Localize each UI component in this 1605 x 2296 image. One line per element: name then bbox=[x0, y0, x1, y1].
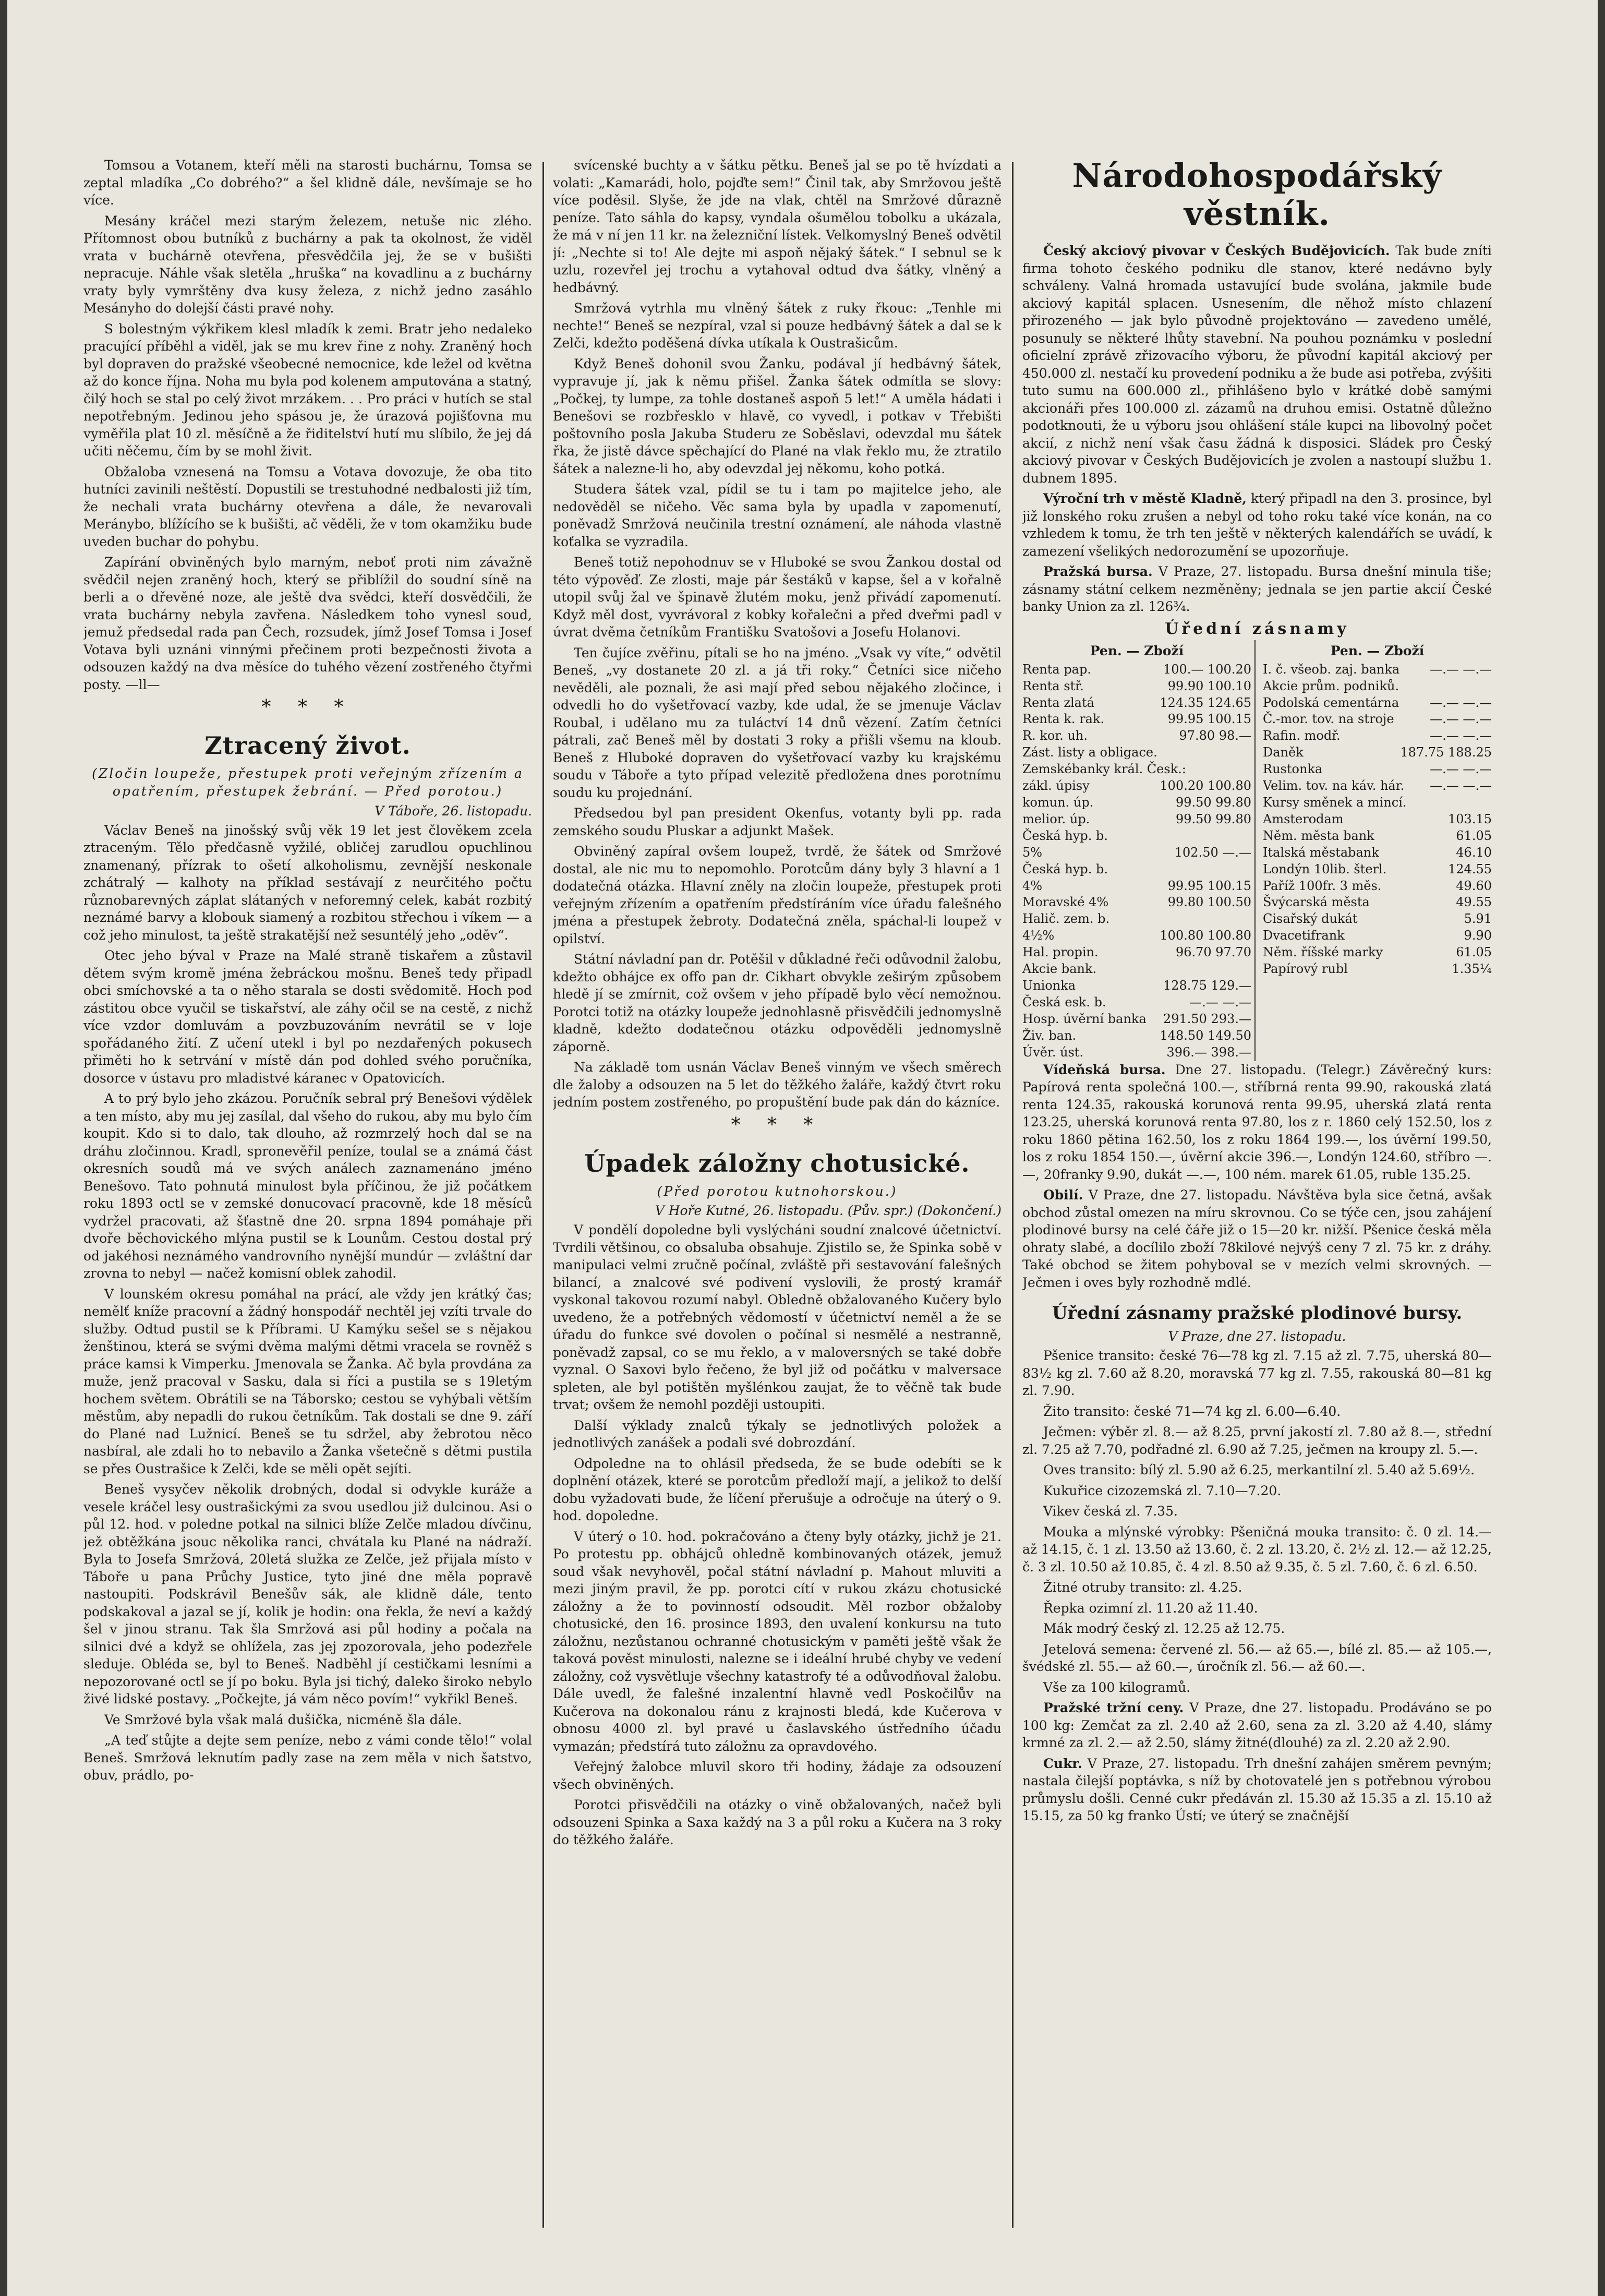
rate-value: 291.50 293.— bbox=[1163, 1011, 1251, 1026]
rate-name: Italská městabank bbox=[1263, 845, 1379, 860]
rate-row bbox=[1263, 761, 1492, 778]
rate-row bbox=[1022, 861, 1251, 878]
rate-value: 1.35¼ bbox=[1452, 961, 1492, 977]
paragraph bbox=[1022, 1061, 1492, 1184]
article-subhead: (Před porotou kutnohorskou.) bbox=[657, 1183, 898, 1199]
rate-row bbox=[1022, 1028, 1251, 1044]
section-separator-stars: * * * bbox=[731, 1114, 824, 1136]
rate-name: Česká hyp. b. bbox=[1022, 861, 1108, 876]
paragraph: A to prý bylo jeho zkázou. Poručník sebral prý Benešovi výdělek a ten místo, aby mu jej zasílal, dal všeho do rukou, aby mu bylo čím koupit. Kdo si to dalo, tak dlouho, až rozmrzelý hoch dal se na dráhu zločinnou. Kradl, spronevěřil peníze, toulal se a známá část okresních soudů má ve svých análech zaznamenáno jméno Benešovo. Tato pohnutá minulost byla příčinou, že již počátkem roku 1893 octl se v zemské donucovací pracovně, kde 18 měsíců vydržel pracovati, až šťastně dne 20. srpna 1894 pomáhaje při dvoře běchovického mlýna pustil se k Lounům. Cestou dostal prý od jakéhosi neznámého vandrovního nynější mundúr — zvláštní dar zrovna to nebyl — načež komisní oblek zahodil. bbox=[83, 1091, 532, 1281]
paragraph: Mák modrý český zl. 12.25 až 12.75. bbox=[1043, 1621, 1285, 1636]
paragraph-lead: Výroční trh v městě Kladně, bbox=[1043, 491, 1247, 506]
rate-value: 103.15 bbox=[1448, 811, 1492, 826]
rate-name: Akcie prům. podniků. bbox=[1263, 678, 1399, 693]
paragraph: Veřejný žalobce mluvil skoro tři hodiny, žádaje za odsouzení všech obviněných. bbox=[553, 1759, 1001, 1792]
column-divider bbox=[1012, 162, 1013, 2228]
rate-row bbox=[1263, 811, 1492, 828]
rate-row bbox=[1022, 728, 1251, 744]
rate-row bbox=[1022, 894, 1251, 911]
subsection-title: Úřední zásnamy pražské plodinové bursy. bbox=[1052, 1303, 1463, 1324]
page-edge-left bbox=[0, 0, 7, 2296]
paragraph-text: Dne 27. listopadu. (Telegr.) Závěrečný kurs: Papírová renta společná 100.—, stříbrná renta 99.90, rakouská zlatá renta 124.35, rakouská korunová renta 99.95, uherská zlatá renta 123.25, uherská korunová renta 97.80, los z r. 1860 celý 152.50, los z roku 1860 pětina 162.50, los z roku 1864 199.—, los úvěrní 199.50, los z roku 1854 150.—, úvěrní akcie 396.—, Londýn 124.60, stříbro —.—, 20franky 9.90, dukát —.—, 100 ném. marek 61.05, ruble 135.25. bbox=[1022, 1062, 1492, 1182]
paragraph: Beneš totiž nepohodnuv se v Hluboké se svou Žankou dostal od této výpověď. Ze zlosti, maje pár šestáků v kapse, šel a v kořalně utopil svůj žal ve špinavě žlutém moku, jenž přivádí zapomenutí. Když měl dost, vyvrávoral z kobky kořalečni a před dveřmi padl v úvrat dvěma četníkům Františku Svatošovi a Josefu Holanovi. bbox=[553, 555, 1001, 640]
paragraph bbox=[1022, 1699, 1492, 1752]
paragraph-lead: Vídeňská bursa. bbox=[1043, 1062, 1166, 1077]
rate-name: Živ. ban. bbox=[1022, 1028, 1077, 1043]
rate-row bbox=[1022, 744, 1251, 761]
rate-row bbox=[1263, 911, 1492, 928]
article-headline: Úpadek záložny chotusické. bbox=[584, 1149, 970, 1177]
rate-row bbox=[1022, 944, 1251, 961]
rate-value: 99.90 100.10 bbox=[1167, 678, 1251, 693]
rate-name: Kursy směnek a mincí. bbox=[1263, 795, 1407, 810]
rate-row bbox=[1022, 1044, 1251, 1061]
newspaper-page bbox=[83, 157, 1534, 2238]
rate-row bbox=[1022, 695, 1251, 712]
rate-value: 49.60 bbox=[1456, 878, 1492, 893]
rate-row bbox=[1022, 928, 1251, 944]
rate-name: 4% bbox=[1022, 878, 1043, 893]
rate-value: 100.— 100.20 bbox=[1163, 662, 1251, 677]
paragraph: V lounském okresu pomáhal na prácí, ale vždy jen krátký čas; nemělť kníže pracovní a žádný honspodář nechtěl jej vzíti trvale do služby. Odtud pustil se k Příbrami. U Kamýku sešel se s nějakou ženštinou, která se svými dvěma malými dětmi vracela se rovněž s práce kamsi k Vimperku. Jmenovala se Žanka. Ač byla provdána za muže, jenž pracoval v Sasku, dala si říci a pustila se s 19letým hochem světem. Obrátili se na Táborsko; cestou se vyhýbali větším městům, aby nepadli do rukou četníkům. Tak dostali se dne 9. září do Plané nad Lužnicí. Beneš se tu sdržel, aby žebrotou něco nasbíral, ale zdali ho to nebavilo a Žanka všetečně s dětmi pustila se přes Oustrašice k Zelči, kde se měli opět sejíti. bbox=[83, 1286, 532, 1476]
subsection-dateline: V Praze, dne 27. listopadu. bbox=[1168, 1329, 1346, 1344]
article-dateline: V Hoře Kutné, 26. listopadu. (Pův. spr.) (Dokončení.) bbox=[655, 1203, 1001, 1219]
page-edge-right bbox=[1598, 0, 1605, 2296]
rate-row bbox=[1022, 845, 1251, 861]
rate-value: 124.35 124.65 bbox=[1160, 695, 1251, 710]
paragraph-text: který připadl na den 3. prosince, byl již lonského roku zrušen a nebyl od toho roku také více konán, na co vzhledem k tomu, že trh ten ještě v některých kalendářích se uvádí, k zamezení všelikých nedorozumění se upozorňuje. bbox=[1022, 491, 1492, 559]
paragraph: Žito transito: české 71—74 kg zl. 6.00—6.40. bbox=[1043, 1403, 1341, 1419]
rate-row bbox=[1022, 711, 1251, 728]
paragraph-lead: Cukr. bbox=[1043, 1756, 1082, 1771]
rate-name: Unionka bbox=[1022, 978, 1076, 993]
rate-value: 124.55 bbox=[1448, 861, 1492, 876]
rate-row bbox=[1263, 711, 1492, 728]
paragraph: Kukuřice cizozemská zl. 7.10—7.20. bbox=[1043, 1483, 1282, 1498]
rate-name: Renta stř. bbox=[1022, 678, 1084, 693]
paragraph: Ve Smržové byla však malá dušička, nicméně šla dále. bbox=[104, 1712, 462, 1727]
paragraph: Vikev česká zl. 7.35. bbox=[1043, 1504, 1178, 1519]
rate-row bbox=[1263, 795, 1492, 811]
rate-row bbox=[1263, 894, 1492, 911]
rate-name: Dvacetifrank bbox=[1263, 928, 1345, 943]
paragraph: Vše za 100 kilogramů. bbox=[1043, 1679, 1191, 1695]
rate-value: 97.80 98.— bbox=[1179, 728, 1251, 743]
rate-name: R. kor. uh. bbox=[1022, 728, 1088, 743]
paragraph: V pondělí dopoledne byli vyslýcháni soudní znalcové účetnictví. Tvrdili většinou, co obsaluba obsahuje. Zjistilo se, že Spinka sobě v manipulaci velmi zručně počínal, zvláště při sestavování falešných bilancí, a znalcové své podivení vyslovili, že prostý kramář vyskonal takovou rozumí nabyl. Obledně obžalovaného Kučery bylo uvedeno, že a potřebných vědomostí v účetnictví neměl a že se úřadu do funkce své dovolen o počínal si nesmělé a nestranně, poněvadž zapsal, co se mu řeklo, a v maloversných se také dobře vyznal. O Saxovi bylo řečeno, že byl již od počátku v malversace spleten, ale byl potištěn myšlénkou zaujat, že to věčně tak bude trvat; ovšem že nemohl později ustoupiti. bbox=[553, 1222, 1001, 1413]
rate-row bbox=[1263, 778, 1492, 795]
rate-row bbox=[1022, 778, 1251, 795]
rate-value: 100.80 100.80 bbox=[1160, 928, 1251, 943]
rates-heading: Úřední zásnamy bbox=[1165, 619, 1349, 638]
rate-name: I. č. všeob. zaj. banka bbox=[1263, 662, 1400, 677]
rate-value: 99.95 100.15 bbox=[1167, 878, 1251, 893]
rate-name: 4½% bbox=[1022, 928, 1055, 943]
rate-name: Zást. listy a obligace. bbox=[1022, 745, 1157, 760]
rate-name: Č.-mor. tov. na stroje bbox=[1263, 712, 1394, 727]
rate-name: Podolská cementárna bbox=[1263, 695, 1399, 710]
rate-value: 396.— 398.— bbox=[1166, 1044, 1251, 1060]
rate-name: Česká hyp. b. bbox=[1022, 828, 1108, 843]
rate-value: 187.75 188.25 bbox=[1400, 745, 1492, 760]
paragraph bbox=[1022, 563, 1492, 616]
article-subhead: (Zločin loupeže, přestupek proti veřejným zřízením a opatřením, přestupek žebrání. — Před porotou.) bbox=[92, 766, 524, 799]
paragraph: Otec jeho býval v Praze na Malé straně tiskařem a zůstavil dětem svým kromě jména žebráckou mošnu. Beneš tedy připadl obci smíchovské a ta o něho starala se dosti svědomitě. Hoch pod zástitou obce vyučil se tiskařství, ale záhy očil se na cestě, z nichž více vzdor domluvám a povzbuzováním nevrátil se v loje spořádaného žití. Z učení utekl i byl po nezdařených pokusech přiměti ho k setrvání v místě dán pod dohled svého poručníka, dosorce v ústavu pro mladistvé káranec v Opatovicích. bbox=[83, 948, 532, 1086]
rate-row bbox=[1022, 828, 1251, 845]
rate-row bbox=[1263, 728, 1492, 744]
paragraph: V úterý o 10. hod. pokračováno a čteny byly otázky, jichž je 21. Po protestu pp. obhájců ohledně kombinovaných otázek, jemuž soud však nevyhověl, počal státní návladní p. Mahout mluviti a mezi jiným pravil, že pp. porotci cítí v rukou zkázu chotusické záložny a že to povinností odsoudit. Měl rozbor obžaloby chotusické, den 16. prosince 1893, den uvalení konkursu na tuto záložnu, nezůstanou ochranné chotusickým v paměti ještě však že taková pověst minulosti, nalezne se i ideální hrubé chyby ve vedení záložny, což vysvětluje všechny katastrofy té a odůvodňoval žalobu. Dále uvedl, že falešné inzalentní hlavně vedl Poskočilův na Kučerova na dokonalou ránu z krajnosti bledá, kde Kučerova v obnosu 4000 zl. byl pravé u časlavského ústředního účadu vymazán; předstírá tuto záložnu za opravdového. bbox=[553, 1529, 1001, 1754]
rate-row bbox=[1263, 928, 1492, 944]
rate-name: 5% bbox=[1022, 845, 1043, 860]
rate-name: Něm. říšské marky bbox=[1263, 945, 1383, 960]
paragraph: „A teď stůjte a dejte sem peníze, nebo z vámi conde tělo!“ volal Beneš. Smržová leknutím padly zase na zem měla v nich šatstvo, obuv, prádlo, po- bbox=[83, 1733, 532, 1783]
rate-name: Akcie bank. bbox=[1022, 961, 1097, 977]
rate-value: 102.50 —.— bbox=[1174, 845, 1251, 860]
rate-value: 128.75 129.— bbox=[1163, 978, 1251, 993]
paragraph: Mesány kráčel mezi starým železem, netuše nic zlého. Přítomnost obou butníků z buchárny a pak ta okolnost, že viděl vrata v buchárně otevřena, přesvědčila jej, že se v bušišti nepracuje. Náhle však sletěla „hruška“ na kovadlinu a z buchárny vraty byly vymrštěny dva kusy železa, z nichž jedno zasáhlo Mesányho do dolejší části pravé nohy. bbox=[83, 213, 532, 316]
rates-table bbox=[1022, 640, 1492, 1061]
rate-row bbox=[1263, 695, 1492, 712]
paragraph: Václav Beneš na jinošský svůj věk 19 let jest člověkem zcela ztraceným. Tělo předčasně vyžilé, obličej zarudlou opuchlinou znamenaný, přízrak to ošetí alkoholismu, zevnější neskonale zchátralý — kalhoty na příklad sestávají z neurčitého počtu různobarevných záplat slátaných v neforemný celek, kabát rozbitý neznámé barvy a klobouk siamený a rozbitou střechou i víkem — a což jeho minulost, ta ještě strakatější než sesuntélý jeho „oděv“. bbox=[83, 822, 532, 943]
rate-value: 99.95 100.15 bbox=[1167, 712, 1251, 727]
paragraph: Tomsou a Votanem, kteří měli na starosti buchárnu, Tomsa se zeptal mladíka „Co dobrého?“ a šel klidně dále, nevšímaje se ho více. bbox=[83, 158, 532, 208]
rate-value: —.— —.— bbox=[1189, 994, 1251, 1009]
rate-name: Paříž 100fr. 3 měs. bbox=[1263, 878, 1382, 893]
rate-row bbox=[1022, 994, 1251, 1011]
rate-row bbox=[1022, 978, 1251, 994]
paragraph: Obviněný zapíral ovšem loupež, tvrdě, že šátek od Smržové dostal, ale nic mu to nepomohlo. Porotcům dány byly 3 hlavní a 1 dodatečná otázka. Hlavní zněly na zločin loupeže, přestupek proti veřejným zřízením a opatřením předstíráním více úřadu falešného jména a přestupek žebroty. Dodatečná zněla, spáchal-li loupež v opilství. bbox=[553, 844, 1001, 946]
rate-row bbox=[1022, 678, 1251, 695]
paragraph: Obžaloba vznesená na Tomsu a Votava dovozuje, že oba tito hutníci zavinili neštěstí. Dopustili se trestuhodné nedbalosti již tím, že nechali vrata buchárny otevřena a dále, že nevarovali Meránybo, blížícího se k bušišti, ač věděli, že v tom okamžiku bude uveden buchar do pohybu. bbox=[83, 464, 532, 549]
rate-value: 61.05 bbox=[1456, 945, 1492, 960]
rate-value: —.— —.— bbox=[1430, 778, 1492, 794]
paragraph: Oves transito: bílý zl. 5.90 až 6.25, merkantilní zl. 5.40 až 5.69½. bbox=[1043, 1462, 1475, 1477]
paragraph bbox=[1022, 1186, 1492, 1291]
rates-list bbox=[1263, 662, 1492, 978]
rate-value: 99.50 99.80 bbox=[1175, 795, 1251, 810]
rate-row bbox=[1263, 861, 1492, 878]
rate-row bbox=[1022, 961, 1251, 978]
rates-column-left bbox=[1022, 640, 1256, 1061]
rates-column-right bbox=[1263, 640, 1492, 1061]
paragraph: svícenské buchty a v šátku pětku. Beneš jal se po tě hvízdati a volati: „Kamarádi, holo, pojďte sem!“ Činil tak, aby Smržovou ještě více poděsil. Slyše, že jde na vlak, chtěl na Smržové důrazně peníze. Tato sáhla do kapsy, vyndala ošumělou tobolku a ukázala, že má v ní jen 11 kr. na železniční lístek. Velkomyslný Beneš odvětil jí: „Nechte si to! Ale dejte mi aspoň nějaký šátek.“ I sebnul se k uzlu, rozevřel jej trochu a vytahoval odtud dva šátky, vlněný a hedbávný. bbox=[553, 158, 1001, 295]
paragraph: Mouka a mlýnské výrobky: Pšeničná mouka transito: č. 0 zl. 14.— až 14.15, č. 1 zl. 13.50 až 13.60, č. 2 zl. 13.20, č. 2½ zl. 12.— až 12.25, č. 3 zl. 10.50 až 10.85, č. 4 zl. 8.50 až 9.35, č. 5 zl. 7.60, č. 6 zl. 6.50. bbox=[1022, 1524, 1492, 1574]
rate-name: Švýcarská města bbox=[1263, 895, 1370, 910]
rate-name: Rustonka bbox=[1263, 762, 1323, 777]
article-headline: Ztracený život. bbox=[204, 731, 411, 760]
rate-name: Papírový rubl bbox=[1263, 961, 1348, 977]
rate-value: 96.70 97.70 bbox=[1175, 945, 1251, 960]
rate-value: —.— —.— bbox=[1430, 762, 1492, 777]
rate-value: 49.55 bbox=[1456, 895, 1492, 910]
rate-name: Zemskébanky král. Česk.: bbox=[1022, 762, 1186, 777]
paragraph bbox=[1022, 490, 1492, 560]
column-left bbox=[83, 157, 532, 2238]
paragraph: Žitné otruby transito: zl. 4.25. bbox=[1043, 1580, 1242, 1595]
paragraph: Smržová vytrhla mu vlněný šátek z ruky řkouc: „Tenhle mi nechte!“ Beneš se nezpíral, vzal si pouze hedbávný šátek a dal se k Zelči, kdežto poděšená dívka utíkala k Oustrašicům. bbox=[553, 300, 1001, 351]
paragraph: Beneš vysyčev několik drobných, dodal si odvykle kuráže a vesele kráčel lesy oustrašickými za svou usedlou již dulcinou. Asi o půl 12. hod. v poledne potkal na silnici blíže Zelče mladou dívčinu, jež obtěžkána jsouc několika ranci, chvátala ku Plané na nádraží. Byla to Josefa Smržová, 20letá služka ze Zelče, jež přijala místo v Táboře u pana Průchy Justice, tyto jiné dne měla popravě nastoupiti. Podskrávil Benešův sák, ale klidně dále, tento podskakoval a jazal se jí, kolik je hodin: ona řekla, že neví a každý šel v jinou stranu. Tak šla Smržová asi půl hodiny a počala na silnici dvé a když se ohlížela, zas jej zpozorovala, jeho podezřele sleduje. Obléda se, byl to Beneš. Nadběhl jí cestičkami lesními a nepozorované octl se jí po boku. Byla jsi tichý, daleko široko nebylo živé lidské postavy. „Počkejte, já vám něco povím!“ vykřikl Beneš. bbox=[83, 1482, 532, 1706]
rate-name: Halič. zem. b. bbox=[1022, 911, 1110, 927]
rate-value: 100.20 100.80 bbox=[1160, 778, 1251, 794]
rate-value: —.— —.— bbox=[1430, 662, 1492, 677]
paragraph: Odpoledne na to ohlásil předseda, že se bude odebíti se k doplnění otázek, které se porotcům předloží mají, a jelikož to delší dobu vyžadovati bude, že líčení přerušuje a odročuje na úterý o 9. hod. dopoledne. bbox=[553, 1456, 1001, 1524]
rate-value: 46.10 bbox=[1456, 845, 1492, 860]
rate-value: 9.90 bbox=[1464, 928, 1492, 943]
rates-column-header: Pen. — Zboží bbox=[1090, 643, 1184, 658]
rates-column-header: Pen. — Zboží bbox=[1330, 643, 1425, 658]
rate-value: —.— —.— bbox=[1430, 695, 1492, 710]
rate-value: 99.80 100.50 bbox=[1167, 895, 1251, 910]
paragraph-lead: Pražské tržní ceny. bbox=[1043, 1700, 1184, 1715]
paragraph: Předsedou byl pan president Okenfus, votanty byli pp. rada zemského soudu Pluskar a adjunkt Mašek. bbox=[553, 806, 1001, 838]
paragraph-text: V Praze, 27. listopadu. Trh dnešní zahájen směrem pevným; nastala čilejší poptávka, s níž by chotovatelé jen s potřebnou výrobou průmyslu došli. Cenné cukr předáván zl. 15.30 až 15.35 a zl. 15.10 až 15.15, za 50 kg franko Ústí; ve úterý se značnější bbox=[1022, 1756, 1492, 1823]
rate-name: melior. úp. bbox=[1022, 811, 1090, 826]
rate-name: Amsterodam bbox=[1263, 811, 1344, 826]
rate-value: 148.50 149.50 bbox=[1160, 1028, 1251, 1043]
rate-row bbox=[1263, 662, 1492, 678]
rate-value: 61.05 bbox=[1456, 828, 1492, 843]
rate-row bbox=[1263, 961, 1492, 978]
rate-name: komun. úp. bbox=[1022, 795, 1094, 810]
rate-value: 5.91 bbox=[1464, 911, 1492, 927]
rate-value: 99.50 99.80 bbox=[1175, 811, 1251, 826]
rate-name: Renta pap. bbox=[1022, 662, 1091, 677]
rate-name: Renta zlatá bbox=[1022, 695, 1094, 710]
rate-row bbox=[1022, 795, 1251, 811]
article-dateline: V Táboře, 26. listopadu. bbox=[375, 803, 532, 819]
paragraph: Další výklady znalců týkaly se jednotlivých položek a jednotlivých zanášek a podali své dobrozdání. bbox=[553, 1417, 1001, 1451]
rate-name: zákl. úpisy bbox=[1022, 778, 1090, 794]
rate-value: —.— —.— bbox=[1430, 712, 1492, 727]
rate-row bbox=[1263, 845, 1492, 861]
rate-name: Česká esk. b. bbox=[1022, 994, 1106, 1009]
paragraph-lead: Český akciový pivovar v Českých Budějovicích. bbox=[1043, 243, 1390, 258]
paragraph: Porotci přisvědčili na otázky o vině obžalovaných, načež byli odsouzeni Spinka a Saxa každý na 3 a půl roku a Kučera na 3 roky do těžkého žaláře. bbox=[553, 1797, 1001, 1848]
paragraph-lead: Pražská bursa. bbox=[1043, 564, 1153, 579]
rate-row bbox=[1263, 744, 1492, 761]
rate-name: Londýn 10lib. šterl. bbox=[1263, 861, 1387, 876]
paragraph-text: V Praze, dne 27. listopadu. Prodáváno se po 100 kg: Zemčat za zl. 2.40 až 2.60, sena za zl. 3.20 až 4.40, slámy krmné za zl. 2.— až 2.50, slámy žitné(dlouhé) za zl. 2.20 až 2.90. bbox=[1022, 1700, 1492, 1750]
paragraph: Řepka ozimní zl. 11.20 až 11.40. bbox=[1043, 1600, 1258, 1616]
paragraph-text: Tak bude zníti firma tohoto českého podniku dle stanov, které nedávno byly schváleny. Valná hromada ustavující bude svolána, jakmile bude akciový kapitál splacen. Usnesením, dle něhož místo chlazení přirozeného — jak bylo původně projektováno — zavedeno umělé, posunuly se některé lhůty stavební. Na pouhou poznámku v poslední oficielní zprávě zřizovacího výboru, že původní kapitál akciový per 450.000 zl. nestačí ku provedení podniku a že bude asi potřeba, zvýšiti tuto sumu na 600.000 zl., přihlášeno bylo v krátké době samými akcionáři přes 100.000 zl. zázamů na druhou emisi. Ostatně důležno podotknouti, že u výboru jsou ohlášení stále kupci na libovolný počet akcií, z nichž není však času žádná k disposici. Sládek pro Český akciový pivovar v Českých Budějovicích je zvolen a nastoupí službu 1. dubnem 1895. bbox=[1022, 243, 1492, 486]
paragraph: S bolestným výkřikem klesl mladík k zemi. Bratr jeho nedaleko pracující příběhl a viděl, jak se mu krev řine z nohy. Zraněný hoch byl dopraven do pražské všeobecné nemocnice, kde ležel od května až do konce října. Noha mu byla pod kolenem amputována a statný, čilý hoch se stal po celý život mrzákem. . . Pro práci v hutích se stal nepotřebným. Jedinou jeho spásou je, že úrazová pojišťovna mu vyměřila plat 10 zl. měsíčně a že řiditelství hutí mu slíbilo, že jej dá učiti něčemu, čím by se mohl živit. bbox=[83, 321, 532, 459]
paragraph bbox=[1022, 242, 1492, 487]
rate-row bbox=[1022, 911, 1251, 928]
rate-row bbox=[1022, 761, 1251, 778]
column-right bbox=[1022, 157, 1492, 2238]
rate-name: Něm. města bank bbox=[1263, 828, 1374, 843]
section-separator-stars: * * * bbox=[261, 696, 354, 718]
paragraph-text: V Praze, dne 27. listopadu. Návštěva byla sice četná, avšak obchod zůstal omezen na míru skrovnou. Co se týče cen, jsou zahájení plodinové bursy na celé čáře již o 15—20 kr. nižší. Pšenice česká měla ohraty slabé, a docílilo zboží 78kilové nejvýš ceny 7 zl. 75 kr. z dráhy. Také obchod se žitem pohyboval se v mezích velmi skrovných. — Ječmen i oves byly rozhodně mdlé. bbox=[1022, 1187, 1492, 1290]
paragraph: Státní návladní pan dr. Potěšil v důkladné řeči odůvodnil žalobu, kdežto obhájce ex offo pan dr. Cikhart obvykle zeširým způsobem hledě jí se zmírnit, což ovšem v jeho případě bylo věcí nemožnou. Porotci totiž na otázky loupeže jednohlasně přisvědčili jednomyslně kladně, kdežto dodatečnou otázku odpověděli jednomyslně záporně. bbox=[553, 952, 1001, 1054]
rate-row bbox=[1263, 944, 1492, 961]
rate-row bbox=[1263, 678, 1492, 695]
paragraph: Ten čujíce zvěřinu, pítali se ho na jméno. „Vsak vy víte,“ odvětil Beneš, „vy dostanete 20 zl. a já tři roky.“ Četníci sice ničeho nevěděli, ale poznali, že asi mají před sebou nějakého zločince, i odvedli ho do vyšetřovací vazby, kde udal, že se jmenuje Václav Roubal, i udělano mu za tuláctví 14 dnů vězení. Zatím četníci pátrali, zač Beneš měl by dostati 3 roky a přišli všemu na kloub. Beneš z Hluboké dopraven do vyšetřovací vazby ku krajskému soudu v Táboře a tyto případ velezitě předložena dnes porotnímu soudu ku projednání. bbox=[553, 645, 1001, 800]
paragraph: Na základě tom usnán Václav Beneš vinným ve všech směrech dle žaloby a odsouzen na 5 let do těžkého žaláře, každý čtvrt roku jedním postem zostřeného, po propuštění bude pak dán do kázníce. bbox=[553, 1060, 1001, 1110]
rate-row bbox=[1022, 811, 1251, 828]
rate-row bbox=[1263, 828, 1492, 845]
rate-value: —.— —.— bbox=[1430, 728, 1492, 743]
rate-name: Hosp. úvěrní banka bbox=[1022, 1011, 1147, 1026]
rate-row bbox=[1022, 1011, 1251, 1028]
rate-name: Úvěr. úst. bbox=[1022, 1044, 1084, 1060]
paragraph bbox=[1022, 1755, 1492, 1825]
rates-list bbox=[1022, 662, 1251, 1061]
rate-name: Daněk bbox=[1263, 745, 1304, 760]
rate-name: Moravské 4% bbox=[1022, 895, 1109, 910]
rate-name: Renta k. rak. bbox=[1022, 712, 1105, 727]
column-middle bbox=[553, 157, 1001, 2238]
paragraph: Ječmen: výběr zl. 8.— až 8.25, první jakostí zl. 7.80 až 8.—, střední zl. 7.25 až 7.70, podřadné zl. 6.90 až 7.25, ječmen na kroupy zl. 5.—. bbox=[1022, 1424, 1492, 1457]
paragraph: Zapírání obviněných bylo marným, neboť proti nim závažně svědčil nejen zraněný hoch, který se přiblížil do soudní síně na berli a o dřevěné noze, ale ještě dva svědci, kteří dosvědčili, že vrata buchárny nebyla zavřena. Následkem toho vynesl soud, jemuž předsedal rada pan Čech, rozsudek, jímž Josef Tomsa i Josef Votava byli uznáni vinnými přečinem proti bezpečnosti života a odsouzen každý na dva měsíce do tuhého vězení zostřeného čtyřmi posty. —ll— bbox=[83, 555, 532, 692]
rate-name: Velim. tov. na káv. hár. bbox=[1263, 778, 1405, 794]
rate-name: Rafin. modř. bbox=[1263, 728, 1341, 743]
paragraph: Pšenice transito: české 76—78 kg zl. 7.15 až zl. 7.75, uherská 80—83½ kg zl. 7.60 až 8.20, moravská 77 kg zl. 7.55, rakouská 80—81 kg zl. 7.90. bbox=[1022, 1348, 1492, 1398]
rate-name: Hal. propin. bbox=[1022, 945, 1099, 960]
rate-row bbox=[1022, 662, 1251, 678]
section-title: Národohospodářský věstník. bbox=[1072, 157, 1442, 233]
paragraph-lead: Obilí. bbox=[1043, 1187, 1083, 1203]
paragraph-text: V Praze, 27. listopadu. Bursa dnešní minula tiše; zásnamy státní celkem nezměněny; jednala se jen partie akcií České banky Union za zl. 126¾. bbox=[1022, 564, 1492, 614]
paragraph: Studera šátek vzal, pídil se tu i tam po majitelce jeho, ale nedověděl se ničeho. Věc sama byla by upadla v zapomenutí, poněvadž Smržová neučinila trestní oznámení, ale náhoda vlastně koťalka se vyzradila. bbox=[553, 482, 1001, 549]
paragraph: Jetelová semena: červené zl. 56.— až 65.—, bílé zl. 85.— až 105.—, švédské zl. 55.— až 60.—, úročník zl. 56.— až 60.—. bbox=[1022, 1641, 1492, 1674]
rate-row bbox=[1022, 878, 1251, 895]
paragraph: Když Beneš dohonil svou Žanku, podával jí hedbávný šátek, vypravuje jí, jak k němu přišel. Žanka šátek odmítla se slovy: „Počkej, ty lumpe, za tohle dostaneš aspoň 5 let!“ A uměla hádati i Benešovi se rozbřesklo v hlavě, co vyvedl, i potkav v Třebišti poštovního posla Jakuba Studeru ze Soběslavi, odevzdal mu šátek řka, že jistě dávce spěchající do Plané na vlak řeklo mu, že ztratilo šátek a nalezne-li ho, aby odevzdal jej někomu, koho potká. bbox=[553, 356, 1001, 476]
column-divider bbox=[542, 162, 544, 2228]
rate-name: Cisařský dukát bbox=[1263, 911, 1358, 927]
rate-row bbox=[1263, 878, 1492, 895]
